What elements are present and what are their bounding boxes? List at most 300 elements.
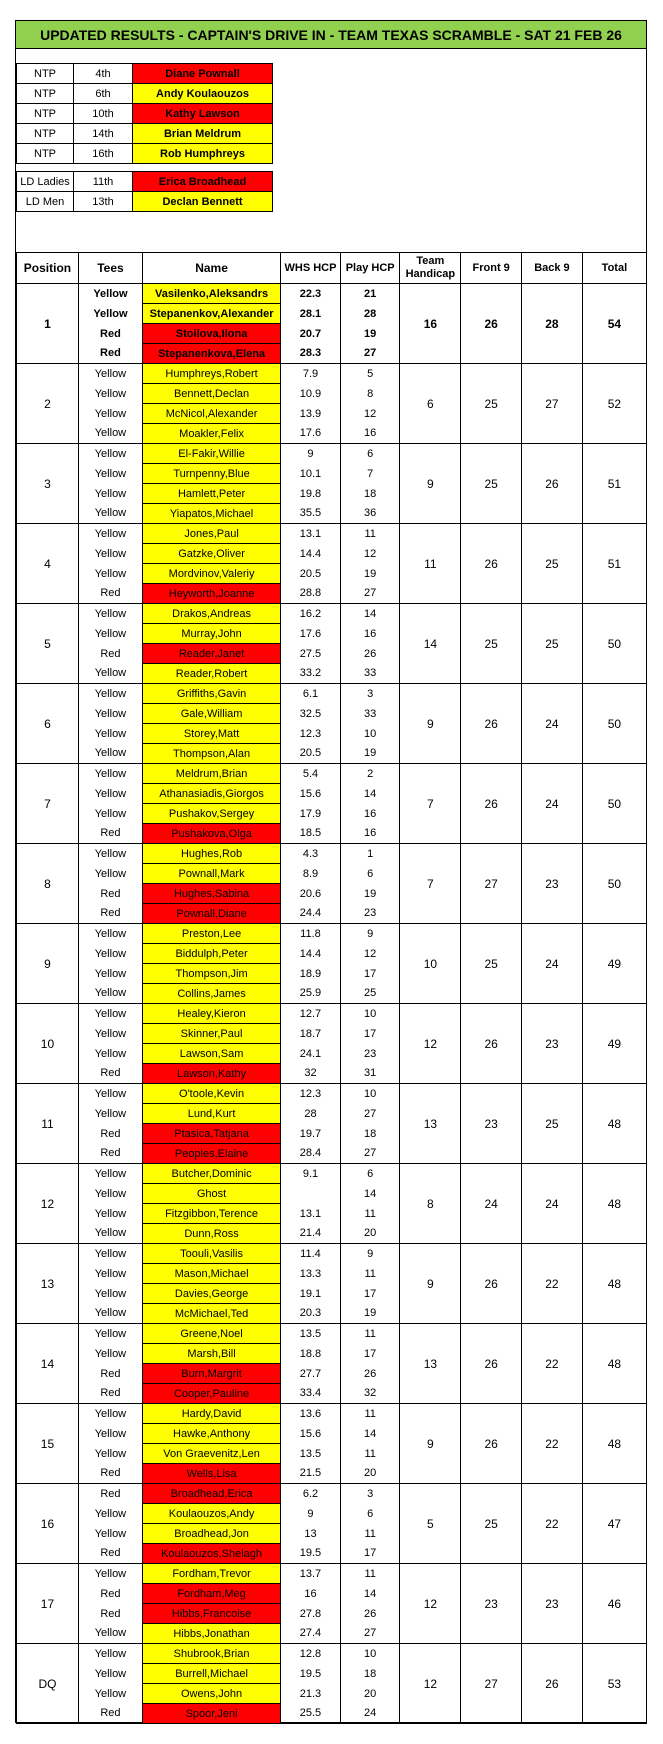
- team-front-9: 26: [461, 764, 522, 844]
- player-whs-hcp: 6.2: [281, 1484, 341, 1504]
- player-whs-hcp: 18.8: [281, 1344, 341, 1364]
- long-drive-row: [17, 172, 273, 192]
- team-handicap: 9: [400, 1404, 461, 1484]
- player-tees: Yellow: [78, 444, 142, 464]
- team-position: 1: [17, 284, 79, 364]
- player-name: Gale,William: [142, 704, 280, 724]
- header-tees: Tees: [78, 253, 142, 284]
- player-tees: Yellow: [78, 784, 142, 804]
- player-whs-hcp: 12.8: [281, 1644, 341, 1664]
- player-tees: Yellow: [78, 564, 142, 584]
- player-tees: Yellow: [78, 1024, 142, 1044]
- player-tees: Yellow: [78, 984, 142, 1004]
- player-whs-hcp: 22.3: [281, 284, 341, 304]
- player-play-hcp: 16: [340, 824, 400, 844]
- player-whs-hcp: 10.1: [281, 464, 341, 484]
- player-name: Burn,Margrit: [142, 1364, 280, 1384]
- player-name: Hardy,David: [142, 1404, 280, 1424]
- player-play-hcp: 8: [340, 384, 400, 404]
- player-name: Hawke,Anthony: [142, 1424, 280, 1444]
- player-name: Preston,Lee: [142, 924, 280, 944]
- player-name: Thompson,Alan: [142, 744, 280, 764]
- team-front-9: 26: [461, 1324, 522, 1404]
- team-total: 48: [582, 1244, 646, 1324]
- player-tees: Yellow: [78, 504, 142, 524]
- player-whs-hcp: 16: [281, 1584, 341, 1604]
- player-play-hcp: 11: [340, 1564, 400, 1584]
- player-play-hcp: 19: [340, 324, 400, 344]
- player-tees: Yellow: [78, 1324, 142, 1344]
- team-back-9: 26: [522, 1644, 583, 1724]
- player-name: Marsh,Bill: [142, 1344, 280, 1364]
- player-play-hcp: 2: [340, 764, 400, 784]
- team-handicap: 16: [400, 284, 461, 364]
- player-name: Fordham,Trevor: [142, 1564, 280, 1584]
- player-name: Pownall,Diane: [142, 904, 280, 924]
- ntp-category: NTP: [17, 84, 74, 104]
- player-whs-hcp: 32: [281, 1064, 341, 1084]
- ntp-table: [16, 63, 273, 164]
- ntp-row: [17, 64, 273, 84]
- player-whs-hcp: 28.4: [281, 1144, 341, 1164]
- player-tees: Yellow: [78, 744, 142, 764]
- team-front-9: 26: [461, 1004, 522, 1084]
- player-play-hcp: 6: [340, 1164, 400, 1184]
- team-position: 7: [17, 764, 79, 844]
- player-whs-hcp: 28.3: [281, 344, 341, 364]
- team-front-9: 25: [461, 444, 522, 524]
- ntp-winner-name: Andy Koulaouzos: [133, 84, 273, 104]
- team-handicap: 9: [400, 1244, 461, 1324]
- player-play-hcp: 14: [340, 1184, 400, 1204]
- team-front-9: 23: [461, 1564, 522, 1644]
- player-tees: Yellow: [78, 1264, 142, 1284]
- player-play-hcp: 27: [340, 584, 400, 604]
- player-play-hcp: 17: [340, 964, 400, 984]
- player-play-hcp: 6: [340, 864, 400, 884]
- player-tees: Yellow: [78, 484, 142, 504]
- ntp-hole: 4th: [74, 64, 133, 84]
- player-play-hcp: 17: [340, 1024, 400, 1044]
- team-handicap: 5: [400, 1484, 461, 1564]
- player-name: Cooper,Pauline: [142, 1384, 280, 1404]
- player-whs-hcp: 12.7: [281, 1004, 341, 1024]
- player-whs-hcp: 13.5: [281, 1444, 341, 1464]
- player-play-hcp: 27: [340, 1624, 400, 1644]
- player-whs-hcp: 25.9: [281, 984, 341, 1004]
- player-tees: Yellow: [78, 1084, 142, 1104]
- player-whs-hcp: 9.1: [281, 1164, 341, 1184]
- team-back-9: 22: [522, 1244, 583, 1324]
- player-name: Wells,Lisa: [142, 1464, 280, 1484]
- player-tees: Red: [78, 1484, 142, 1504]
- player-whs-hcp: 4.3: [281, 844, 341, 864]
- player-play-hcp: 33: [340, 664, 400, 684]
- player-tees: Yellow: [78, 804, 142, 824]
- ntp-category: NTP: [17, 124, 74, 144]
- team-front-9: 26: [461, 1404, 522, 1484]
- player-play-hcp: 28: [340, 304, 400, 324]
- player-tees: Yellow: [78, 1164, 142, 1184]
- player-tees: Yellow: [78, 1184, 142, 1204]
- team-total: 51: [582, 524, 646, 604]
- player-name: Reader,Janet: [142, 644, 280, 664]
- team-total: 50: [582, 764, 646, 844]
- player-tees: Yellow: [78, 1344, 142, 1364]
- player-name: Biddulph,Peter: [142, 944, 280, 964]
- player-tees: Red: [78, 1384, 142, 1404]
- team-handicap: 7: [400, 764, 461, 844]
- player-play-hcp: 10: [340, 1084, 400, 1104]
- player-whs-hcp: 11.4: [281, 1244, 341, 1264]
- player-name: Hamlett,Peter: [142, 484, 280, 504]
- player-row: [17, 1644, 647, 1664]
- player-tees: Red: [78, 1124, 142, 1144]
- ntp-winner-name: Kathy Lawson: [133, 104, 273, 124]
- player-play-hcp: 9: [340, 1244, 400, 1264]
- player-play-hcp: 11: [340, 1324, 400, 1344]
- player-tees: Yellow: [78, 764, 142, 784]
- team-front-9: 26: [461, 684, 522, 764]
- player-tees: Yellow: [78, 1424, 142, 1444]
- player-name: Collins,James: [142, 984, 280, 1004]
- player-name: Pushakov,Sergey: [142, 804, 280, 824]
- ntp-winner-name: Diane Pownall: [133, 64, 273, 84]
- player-whs-hcp: 21.3: [281, 1684, 341, 1704]
- header-back-9: Back 9: [522, 253, 583, 284]
- player-row: [17, 444, 647, 464]
- player-tees: Yellow: [78, 964, 142, 984]
- player-name: Dunn,Ross: [142, 1224, 280, 1244]
- player-name: Hibbs,Jonathan: [142, 1624, 280, 1644]
- player-name: Lund,Kurt: [142, 1104, 280, 1124]
- team-total: 52: [582, 364, 646, 444]
- player-play-hcp: 10: [340, 724, 400, 744]
- player-row: [17, 284, 647, 304]
- player-tees: Yellow: [78, 284, 142, 304]
- player-name: El-Fakir,Willie: [142, 444, 280, 464]
- player-tees: Red: [78, 344, 142, 364]
- player-tees: Red: [78, 904, 142, 924]
- team-back-9: 24: [522, 1164, 583, 1244]
- player-whs-hcp: 20.6: [281, 884, 341, 904]
- player-tees: Yellow: [78, 1244, 142, 1264]
- player-name: Mason,Michael: [142, 1264, 280, 1284]
- player-row: [17, 364, 647, 384]
- player-name: Heyworth,Joanne: [142, 584, 280, 604]
- player-tees: Yellow: [78, 1444, 142, 1464]
- team-position: 2: [17, 364, 79, 444]
- player-play-hcp: 16: [340, 624, 400, 644]
- header-front-9: Front 9: [461, 253, 522, 284]
- player-tees: Yellow: [78, 404, 142, 424]
- player-whs-hcp: 19.7: [281, 1124, 341, 1144]
- team-position: 14: [17, 1324, 79, 1404]
- player-name: Humphreys,Robert: [142, 364, 280, 384]
- team-front-9: 25: [461, 1484, 522, 1564]
- team-back-9: 24: [522, 924, 583, 1004]
- player-whs-hcp: 18.7: [281, 1024, 341, 1044]
- player-name: Stepanenkov,Alexander: [142, 304, 280, 324]
- player-play-hcp: 5: [340, 364, 400, 384]
- player-play-hcp: 11: [340, 524, 400, 544]
- player-play-hcp: 14: [340, 784, 400, 804]
- team-front-9: 23: [461, 1084, 522, 1164]
- player-whs-hcp: 7.9: [281, 364, 341, 384]
- player-tees: Red: [78, 584, 142, 604]
- team-total: 49: [582, 924, 646, 1004]
- player-whs-hcp: 11.8: [281, 924, 341, 944]
- player-play-hcp: 19: [340, 1304, 400, 1324]
- player-play-hcp: 14: [340, 604, 400, 624]
- ntp-hole: 16th: [74, 144, 133, 164]
- player-whs-hcp: 19.1: [281, 1284, 341, 1304]
- player-name: Turnpenny,Blue: [142, 464, 280, 484]
- team-back-9: 25: [522, 604, 583, 684]
- player-whs-hcp: 18.9: [281, 964, 341, 984]
- team-handicap: 9: [400, 444, 461, 524]
- header-name: Name: [142, 253, 280, 284]
- ntp-row: [17, 144, 273, 164]
- header-team-handicap: Team Handicap: [400, 253, 461, 284]
- player-tees: Yellow: [78, 1104, 142, 1124]
- player-whs-hcp: 27.8: [281, 1604, 341, 1624]
- player-whs-hcp: 20.5: [281, 564, 341, 584]
- player-tees: Yellow: [78, 944, 142, 964]
- player-whs-hcp: 9: [281, 1504, 341, 1524]
- player-tees: Yellow: [78, 684, 142, 704]
- player-row: [17, 1564, 647, 1584]
- player-name: Broadhead,Jon: [142, 1524, 280, 1544]
- player-tees: Yellow: [78, 1644, 142, 1664]
- player-whs-hcp: 21.5: [281, 1464, 341, 1484]
- team-handicap: 6: [400, 364, 461, 444]
- team-handicap: 13: [400, 1324, 461, 1404]
- player-whs-hcp: 12.3: [281, 1084, 341, 1104]
- player-tees: Yellow: [78, 1524, 142, 1544]
- player-name: Drakos,Andreas: [142, 604, 280, 624]
- player-play-hcp: 27: [340, 1104, 400, 1124]
- team-front-9: 27: [461, 844, 522, 924]
- player-whs-hcp: 33.2: [281, 664, 341, 684]
- team-handicap: 11: [400, 524, 461, 604]
- team-position: 9: [17, 924, 79, 1004]
- team-total: 51: [582, 444, 646, 524]
- player-row: [17, 1484, 647, 1504]
- player-play-hcp: 25: [340, 984, 400, 1004]
- player-tees: Yellow: [78, 724, 142, 744]
- player-whs-hcp: 10.9: [281, 384, 341, 404]
- player-row: [17, 764, 647, 784]
- player-name: Lawson,Sam: [142, 1044, 280, 1064]
- player-tees: Yellow: [78, 1224, 142, 1244]
- player-name: Burrell,Michael: [142, 1664, 280, 1684]
- player-whs-hcp: 33.4: [281, 1384, 341, 1404]
- player-tees: Yellow: [78, 844, 142, 864]
- ntp-category: NTP: [17, 104, 74, 124]
- player-tees: Red: [78, 1364, 142, 1384]
- player-name: Toouli,Vasilis: [142, 1244, 280, 1264]
- long-drive-category: LD Men: [17, 192, 74, 212]
- team-back-9: 26: [522, 444, 583, 524]
- player-whs-hcp: 27.7: [281, 1364, 341, 1384]
- player-name: Fitzgibbon,Terence: [142, 1204, 280, 1224]
- player-whs-hcp: 32.5: [281, 704, 341, 724]
- player-row: [17, 924, 647, 944]
- team-front-9: 24: [461, 1164, 522, 1244]
- player-play-hcp: 20: [340, 1684, 400, 1704]
- ntp-winner-name: Rob Humphreys: [133, 144, 273, 164]
- header-row: [17, 253, 647, 284]
- player-tees: Yellow: [78, 1304, 142, 1324]
- player-whs-hcp: 15.6: [281, 784, 341, 804]
- player-whs-hcp: 20.7: [281, 324, 341, 344]
- team-back-9: 28: [522, 284, 583, 364]
- long-drive-row: [17, 192, 273, 212]
- team-position: 13: [17, 1244, 79, 1324]
- team-handicap: 12: [400, 1564, 461, 1644]
- player-whs-hcp: 28.8: [281, 584, 341, 604]
- player-play-hcp: 11: [340, 1264, 400, 1284]
- player-name: Ghost: [142, 1184, 280, 1204]
- team-total: 47: [582, 1484, 646, 1564]
- team-total: 49: [582, 1004, 646, 1084]
- player-name: Storey,Matt: [142, 724, 280, 744]
- player-whs-hcp: 12.3: [281, 724, 341, 744]
- player-play-hcp: 16: [340, 804, 400, 824]
- player-play-hcp: 14: [340, 1424, 400, 1444]
- long-drive-table: [16, 171, 273, 212]
- team-position: 12: [17, 1164, 79, 1244]
- player-tees: Yellow: [78, 1564, 142, 1584]
- team-handicap: 14: [400, 604, 461, 684]
- player-play-hcp: 3: [340, 684, 400, 704]
- team-position: 3: [17, 444, 79, 524]
- player-row: [17, 1324, 647, 1344]
- player-whs-hcp: 16.2: [281, 604, 341, 624]
- team-back-9: 22: [522, 1324, 583, 1404]
- player-tees: Red: [78, 1064, 142, 1084]
- team-back-9: 25: [522, 524, 583, 604]
- player-row: [17, 1244, 647, 1264]
- player-name: McNicol,Alexander: [142, 404, 280, 424]
- header-position: Position: [17, 253, 79, 284]
- player-name: Jones,Paul: [142, 524, 280, 544]
- player-play-hcp: 12: [340, 544, 400, 564]
- player-name: Pushakova,Olga: [142, 824, 280, 844]
- ntp-winner-name: Brian Meldrum: [133, 124, 273, 144]
- player-play-hcp: 17: [340, 1284, 400, 1304]
- ntp-row: [17, 84, 273, 104]
- team-position: DQ: [17, 1644, 79, 1724]
- player-whs-hcp: 17.6: [281, 624, 341, 644]
- team-position: 16: [17, 1484, 79, 1564]
- player-name: Broadhead,Erica: [142, 1484, 280, 1504]
- player-whs-hcp: 13.9: [281, 404, 341, 424]
- player-play-hcp: 1: [340, 844, 400, 864]
- player-play-hcp: 14: [340, 1584, 400, 1604]
- player-whs-hcp: 21.4: [281, 1224, 341, 1244]
- header-total: Total: [582, 253, 646, 284]
- player-play-hcp: 18: [340, 484, 400, 504]
- player-play-hcp: 17: [340, 1344, 400, 1364]
- player-tees: Yellow: [78, 544, 142, 564]
- player-play-hcp: 26: [340, 1604, 400, 1624]
- player-row: [17, 844, 647, 864]
- player-play-hcp: 32: [340, 1384, 400, 1404]
- player-tees: Red: [78, 1584, 142, 1604]
- player-whs-hcp: 13.1: [281, 524, 341, 544]
- player-play-hcp: 6: [340, 444, 400, 464]
- team-total: 46: [582, 1564, 646, 1644]
- player-name: Moakler,Felix: [142, 424, 280, 444]
- player-name: Skinner,Paul: [142, 1024, 280, 1044]
- team-front-9: 27: [461, 1644, 522, 1724]
- player-whs-hcp: 13: [281, 1524, 341, 1544]
- player-play-hcp: 31: [340, 1064, 400, 1084]
- player-tees: Red: [78, 824, 142, 844]
- team-back-9: 25: [522, 1084, 583, 1164]
- player-play-hcp: 27: [340, 1144, 400, 1164]
- player-whs-hcp: 28.1: [281, 304, 341, 324]
- header-play-hcp: Play HCP: [340, 253, 400, 284]
- player-name: Mordvinov,Valeriy: [142, 564, 280, 584]
- player-play-hcp: 7: [340, 464, 400, 484]
- player-whs-hcp: 27.5: [281, 644, 341, 664]
- player-play-hcp: 3: [340, 1484, 400, 1504]
- player-play-hcp: 21: [340, 284, 400, 304]
- team-position: 11: [17, 1084, 79, 1164]
- team-handicap: 10: [400, 924, 461, 1004]
- player-whs-hcp: 19.5: [281, 1664, 341, 1684]
- player-play-hcp: 19: [340, 744, 400, 764]
- player-whs-hcp: 13.6: [281, 1404, 341, 1424]
- results-sheet: [15, 20, 647, 1723]
- team-back-9: 22: [522, 1484, 583, 1564]
- player-play-hcp: 12: [340, 944, 400, 964]
- player-name: Lawson,Kathy: [142, 1064, 280, 1084]
- team-handicap: 9: [400, 684, 461, 764]
- player-name: Murray,John: [142, 624, 280, 644]
- player-whs-hcp: 18.5: [281, 824, 341, 844]
- player-whs-hcp: 17.6: [281, 424, 341, 444]
- player-name: Meldrum,Brian: [142, 764, 280, 784]
- team-total: 48: [582, 1164, 646, 1244]
- team-total: 50: [582, 844, 646, 924]
- player-tees: Yellow: [78, 1404, 142, 1424]
- player-play-hcp: 26: [340, 644, 400, 664]
- player-name: Bennett,Declan: [142, 384, 280, 404]
- player-play-hcp: 11: [340, 1524, 400, 1544]
- team-front-9: 26: [461, 284, 522, 364]
- player-tees: Yellow: [78, 664, 142, 684]
- player-play-hcp: 33: [340, 704, 400, 724]
- team-back-9: 23: [522, 1004, 583, 1084]
- team-position: 4: [17, 524, 79, 604]
- player-name: Pownall,Mark: [142, 864, 280, 884]
- player-tees: Yellow: [78, 1204, 142, 1224]
- player-play-hcp: 23: [340, 904, 400, 924]
- player-tees: Yellow: [78, 1684, 142, 1704]
- player-tees: Yellow: [78, 1284, 142, 1304]
- player-play-hcp: 11: [340, 1204, 400, 1224]
- player-whs-hcp: [281, 1184, 341, 1204]
- player-name: Spoor,Jeni: [142, 1704, 280, 1724]
- player-row: [17, 1004, 647, 1024]
- player-play-hcp: 10: [340, 1644, 400, 1664]
- player-tees: Yellow: [78, 924, 142, 944]
- team-handicap: 13: [400, 1084, 461, 1164]
